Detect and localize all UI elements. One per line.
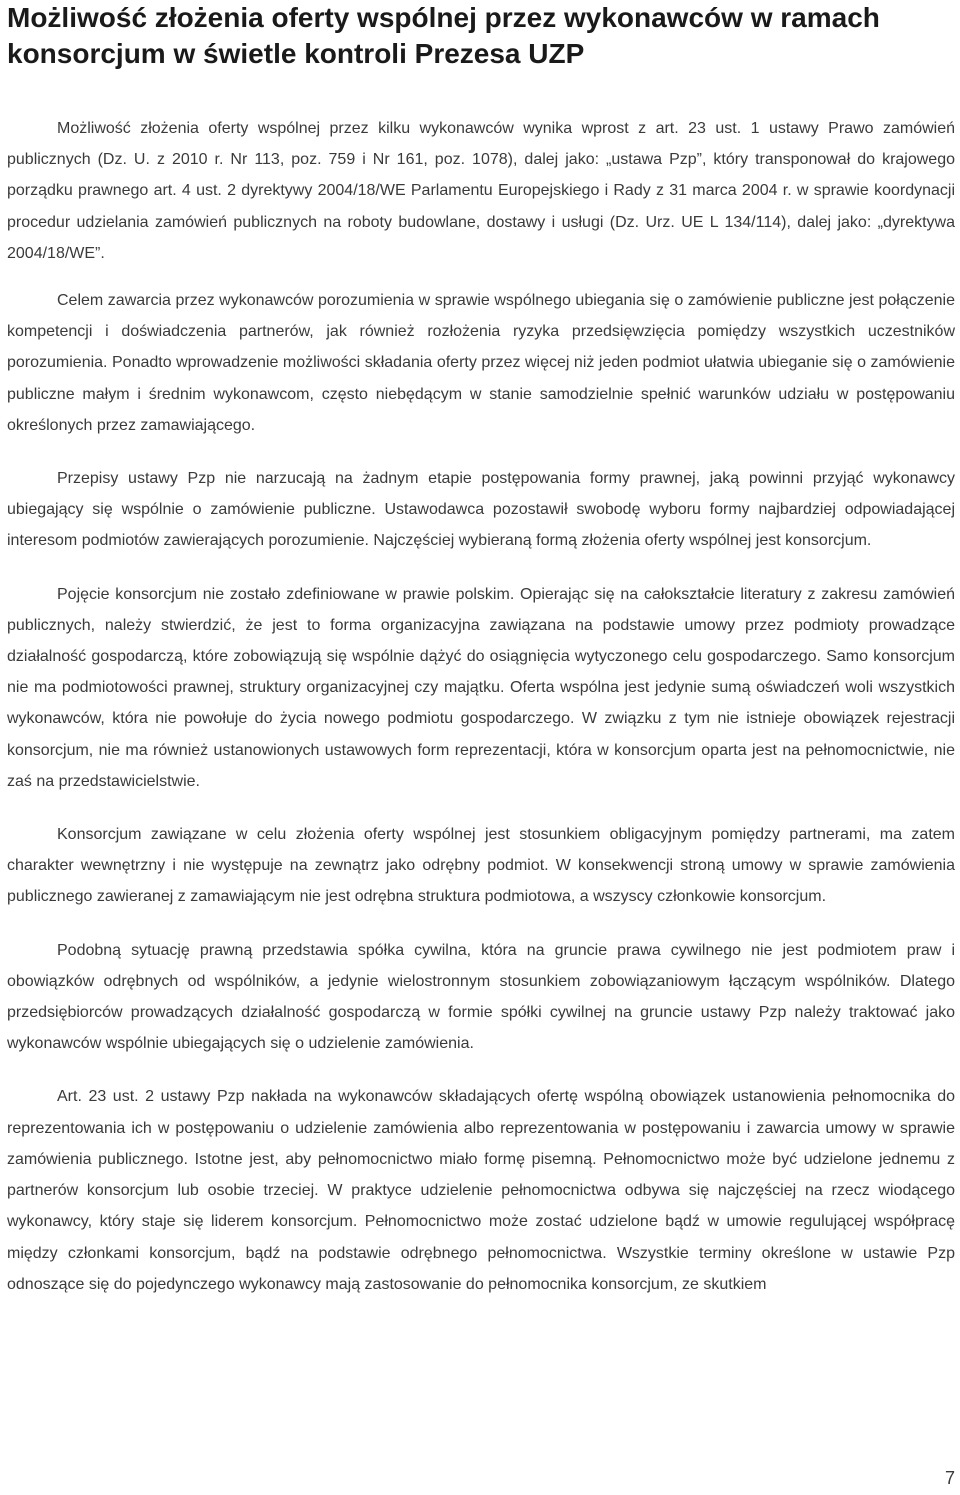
paragraph-5: Konsorcjum zawiązane w celu złożenia oferty wspólnej jest stosunkiem obligacyjnym pomiędzy partnerami, ma zatem charakter wewnętrzny i nie występuje na zewnątrz jako odrębny podmiot. W konsekwencji stroną umowy w sprawie zamówienia publicznego zawieranej z zamawiającym nie jest odrębna struktura podmiotowa, a wszyscy członkowie konsorcjum. [7,826,955,906]
paragraph-6: Podobną sytuację prawną przedstawia spółka cywilna, która na gruncie prawa cywilnego nie jest podmiotem praw i obowiązków odrębnych od wspólników, a jedynie wielostronnym stosunkiem zobowiązaniowym łączącym wspólników. Dlatego przedsiębiorców prowadzących działalność gospodarczą w formie spółki cywilnej na gruncie ustawy Pzp należy traktować jako wykonawców wspólnie ubiegających się o udzielenie zamówienia. [7,941,955,1053]
paragraph-2: Celem zawarcia przez wykonawców porozumienia w sprawie wspólnego ubiegania się o zamówienie publiczne jest połączenie kompetencji i doświadczenia partnerów, jak również rozłożenia ryzyka przedsięwzięcia pomiędzy wszystkich uczestników porozumienia. Ponadto wprowadzenie możliwości składania oferty przez więcej niż jeden podmiot ułatwia ubieganie się o zamówienie publiczne małym i średnim wykonawcom, często niebędącym w stanie samodzielnie spełnić warunków udziału w postępowaniu określonych przez zamawiającego. [7,292,955,434]
paragraph-7: Art. 23 ust. 2 ustawy Pzp nakłada na wykonawców składających ofertę wspólną obowiązek ustanowienia pełnomocnika do reprezentowania ich w postępowaniu o udzielenie zamówienia albo reprezentowania w postępowaniu i zawarcia umowy w sprawie zamówienia publicznego. Istotne jest, aby pełnomocnictwo miało formę pisemną. Pełnomocnictwo może być udzielone jednemu z partnerów konsorcjum lub osobie trzeciej. W praktyce udzielenie pełnomocnictwa odbywa się najczęściej na rzecz wiodącego wykonawcy, który staje się liderem konsorcjum. Pełnomocnictwo może zostać udzielone bądź w umowie regulującej współpracę między członkami konsorcjum, bądź na podstawie odrębnego pełnomocnictwa. Wszystkie terminy określone w ustawie Pzp odnoszące się do pojedynczego wykonawcy mają zastosowanie do pełnomocnika konsorcjum, ze skutkiem [7,1088,955,1293]
document-title: Możliwość złożenia oferty wspólnej przez wykonawców w ramach konsorcjum w świetle kontroli Prezesa UZP [7,2,880,69]
paragraph-3: Przepisy ustawy Pzp nie narzucają na żadnym etapie postępowania formy prawnej, jaką powinni przyjąć wykonawcy ubiegający się wspólnie o zamówienie publiczne. Ustawodawca pozostawił swobodę wyboru formy najbardziej odpowiadającej interesom podmiotów zawierających porozumienie. Najczęściej wybieraną formą złożenia oferty wspólnej jest konsorcjum. [7,470,955,550]
paragraph-4: Pojęcie konsorcjum nie zostało zdefiniowane w prawie polskim. Opierając się na całokształcie literatury z zakresu zamówień publicznych, należy stwierdzić, że jest to forma organizacyjna zawiązana na podstawie umowy przez podmioty prowadzące działalność gospodarczą, które zobowiązują się wspólnie dążyć do osiągnięcia wytyczonego celu gospodarczego. Samo konsorcjum nie ma podmiotowości prawnej, struktury organizacyjnej czy majątku. Oferta wspólna jest jedynie sumą oświadczeń woli wszystkich wykonawców, która nie powołuje do życia nowego podmiotu gospodarczego. W związku z tym nie istnieje obowiązek rejestracji konsorcjum, nie ma również ustanowionych ustawowych form reprezentacji, która w konsorcjum oparta jest na pełnomocnictwie, nie zaś na przedstawicielstwie. [7,585,955,790]
page-number: 7 [944,1468,955,1488]
document-body [7,113,955,1322]
paragraph-1: Możliwość złożenia oferty wspólnej przez kilku wykonawców wynika wprost z art. 23 ust. 1 ustawy Prawo zamówień publicznych (Dz. U. z 2010 r. Nr 113, poz. 759 i Nr 161, poz. 1078), dalej jako: „ustawa Pzp”, który transponował do krajowego porządku prawnego art. 4 ust. 2 dyrektywy 2004/18/WE Parlamentu Europejskiego i Rady z 31 marca 2004 r. w sprawie koordynacji procedur udzielania zamówień publicznych na roboty budowlane, dostawy i usługi (Dz. Urz. UE L 134/114), dalej jako: „dyrektywa 2004/18/WE”. [7,120,955,262]
